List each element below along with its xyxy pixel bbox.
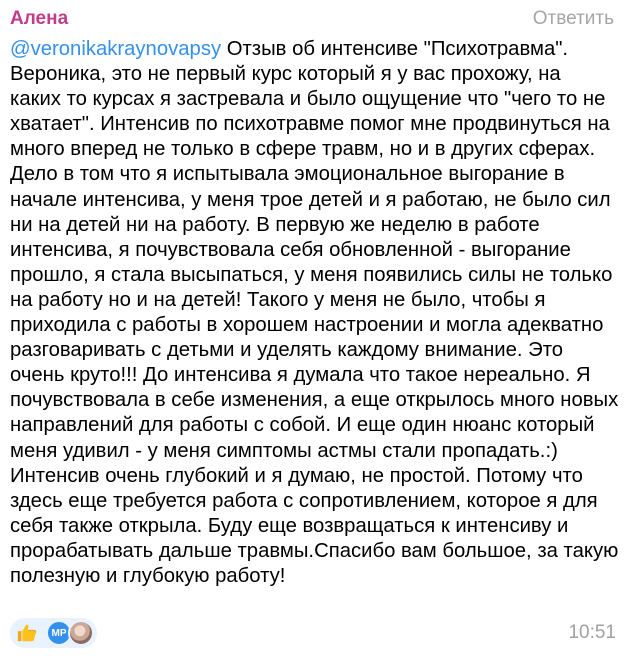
thumbs-up-icon: [16, 622, 38, 644]
mention-link[interactable]: @veronikakraynovapsy: [10, 38, 222, 60]
message-text-line: много вперед не только в сфере травм, но и в других сферах.: [10, 138, 596, 161]
message-text-line: меня удивил - у меня симптомы астмы стали пропадать.:): [10, 439, 558, 462]
message-text-line: очень круто!!! До интенсива я думала что такое нереально. Я: [10, 364, 591, 387]
reaction-thumbs-up[interactable]: [10, 618, 97, 648]
message-text-line: Интенсив очень глубокий и я думаю, не простой. Потому что: [10, 464, 583, 487]
reactions: [10, 618, 97, 648]
message-text-segment: Отзыв об интенсиве "Психотравма".: [221, 38, 569, 60]
author-name[interactable]: Алена: [10, 8, 69, 29]
message-text-line: полезную и глубокую работу!: [10, 564, 286, 587]
message-text-line: каких то курсах я застревала и было ощущение что "чего то не: [10, 88, 606, 111]
message-text-line: здесь еще требуется работа с сопротивлением, которое я для: [10, 489, 598, 512]
reaction-avatar-photo[interactable]: [68, 620, 94, 646]
message-text-line: начале интенсива, у меня трое детей и я работаю, не было сил: [10, 188, 611, 211]
message-text-line: на работу но и на детей! Такого у меня не было, чтобы я: [10, 288, 546, 311]
message-text-line: Дело в том что я испытывала эмоциональное выгорание в: [10, 163, 565, 186]
message-time: 10:51: [568, 622, 616, 643]
message-text-line: разговаривать с детьми и уделять каждому внимание. Это: [10, 339, 564, 362]
reply-button[interactable]: Ответить: [532, 8, 614, 29]
message-text-line: прорабатывать дальше травмы.Спасибо вам большое, за такую: [10, 539, 619, 562]
message-text-line: почувствовала в себе изменения, а еще открылось много новых: [10, 389, 619, 412]
message-text-line: Вероника, это не первый курс который я у вас прохожу, на: [10, 63, 561, 86]
message-text-line: себя также открыла. Буду еще возвращаться к интенсиву и: [10, 514, 569, 537]
message-text-line: прошло, я стала высыпаться, у меня появились силы не только: [10, 263, 613, 286]
avatar-initials: MP: [51, 627, 67, 639]
message-header: [10, 8, 616, 34]
message-text-line: хватает". Интенсив по психотравме помог мне продвинуться на: [10, 113, 610, 136]
message-footer: [10, 616, 616, 650]
message-text: [10, 37, 626, 589]
message-text-line: ни на детей ни на работу. В первую же неделю в работе: [10, 213, 540, 236]
message-text-line: приходила с работы в хорошем настроении и могла адекватно: [10, 314, 604, 337]
message-text-line: направлений для работы с собой. И еще один нюанс который: [10, 414, 595, 437]
message-text-line: [10, 37, 626, 62]
message-text-line: интенсива, я почувствовала себя обновленной - выгорание: [10, 238, 571, 261]
